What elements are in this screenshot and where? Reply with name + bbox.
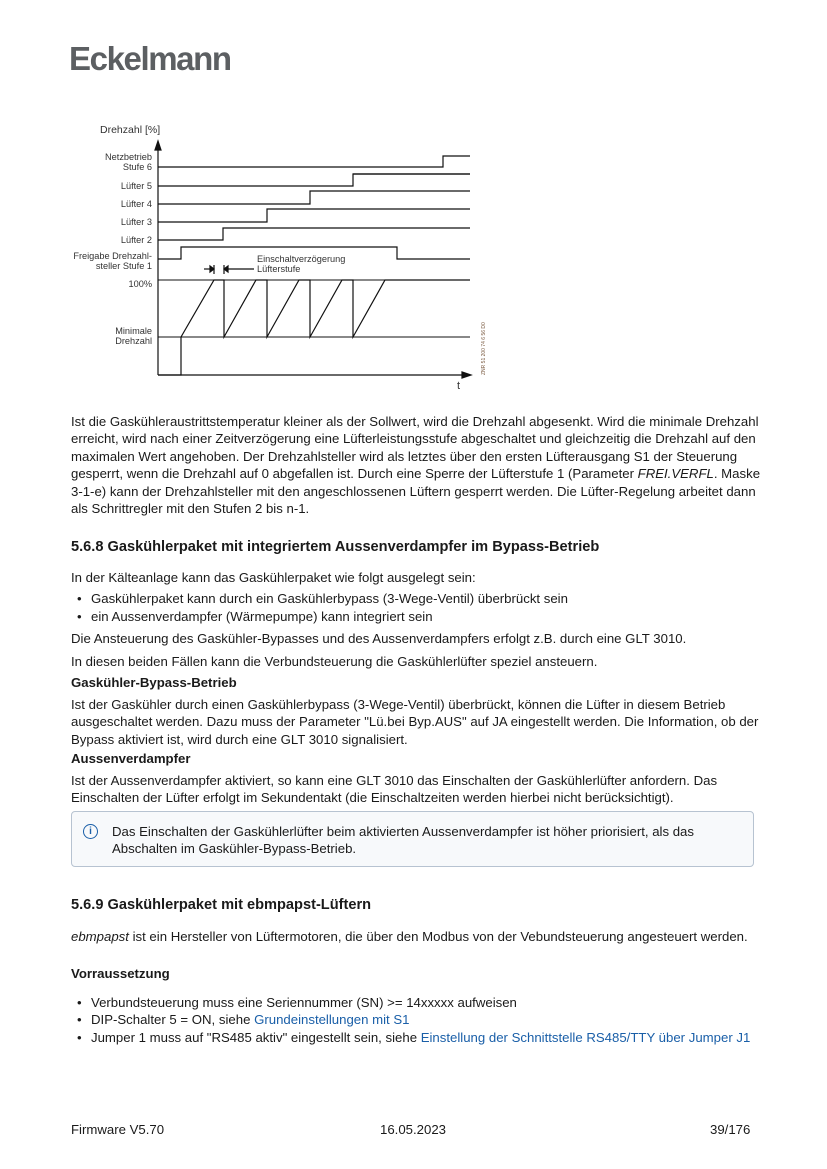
label-netzbetrieb: Netzbetrieb bbox=[105, 152, 152, 162]
parameter-name: FREI.VERFL bbox=[637, 466, 714, 482]
annotation-delay: Einschaltverzögerung bbox=[257, 254, 346, 264]
bypass-text: Ist der Gaskühler durch einen Gaskühlerbypass (3-Wege-Ventil) überbrückt, können die Lüfter in diesem Betrieb ausgeschaltet werden. Dazu muss der Parameter "Lü.bei Byp.AUS" auf JA eingestellt werden. Die Information, ob der Bypass aktiviert ist, wird durch eine GLT 3010 signalisiert. bbox=[71, 697, 759, 747]
netzbetrieb-line bbox=[158, 156, 470, 167]
section-569-intro bbox=[71, 928, 761, 945]
list-item bbox=[71, 1011, 761, 1028]
subheading-aussenverdampfer: Aussenverdampfer bbox=[71, 751, 191, 766]
section-heading-568: 5.6.8 Gaskühlerpaket mit integriertem Aussenverdampfer im Bypass-Betrieb bbox=[71, 539, 600, 555]
x-axis-arrow bbox=[462, 372, 471, 378]
info-icon: i bbox=[83, 824, 98, 839]
y-axis-label: Drehzahl [%] bbox=[100, 124, 161, 136]
x-axis-label: t bbox=[457, 380, 461, 392]
label-luefter2: Lüfter 2 bbox=[120, 235, 152, 245]
eckelmann-logo: Eckelmann bbox=[69, 40, 231, 77]
subheading-bypass: Gaskühler-Bypass-Betrieb bbox=[71, 675, 237, 690]
item-text: Jumper 1 muss auf "RS485 aktiv" eingestellt sein, siehe bbox=[91, 1029, 421, 1045]
bullet-list-568 bbox=[71, 590, 761, 625]
label-min: Minimale bbox=[115, 326, 152, 336]
subheading-vorraussetzung: Vorraussetzung bbox=[71, 966, 170, 981]
label-freigabe-2: steller Stufe 1 bbox=[95, 261, 152, 271]
luefter4-line bbox=[158, 191, 470, 204]
intro-text: ist ein Hersteller von Lüftermotoren, die über den Modbus von der Vebundsteuerung angesteuert werden. bbox=[128, 929, 748, 944]
label-luefter5: Lüfter 5 bbox=[120, 181, 152, 191]
luefter5-line bbox=[158, 174, 470, 186]
label-luefter4: Lüfter 4 bbox=[120, 199, 152, 209]
item-text: DIP-Schalter 5 = ON, siehe bbox=[91, 1012, 255, 1028]
speed-stage-diagram bbox=[0, 0, 827, 400]
speed-curve bbox=[158, 280, 470, 375]
paragraph-text-rest: . Maske 3-1-e) kann der Drehzahlsteller mit den angeschlossenen Lüftern gesperrt werden. Die Lüfter-Regelung arbeitet dann als Schrittregler mit den Stufen 2 bis n-1. bbox=[71, 466, 761, 517]
label-100: 100% bbox=[128, 279, 152, 289]
footer-firmware: Firmware V5.70 bbox=[71, 1122, 165, 1137]
list-item bbox=[71, 1029, 761, 1046]
list-item: • Gaskühlerpaket kann durch ein Gaskühlerbypass (3-Wege-Ventil) überbrückt sein bbox=[71, 590, 761, 607]
note-text: Das Einschalten der Gaskühlerlüfter beim aktivierten Aussenverdampfer ist höher priorisiert, als das Abschalten im Gaskühler-Bypass-Betrieb. bbox=[112, 824, 694, 857]
aussenverdampfer-text: Ist der Aussenverdampfer aktiviert, so kann eine GLT 3010 das Einschalten der Gaskühlerlüfter anfordern. Das Einschalten der Lüfter erfolgt im Sekundentakt (die Einschaltzeiten werden hierbei nicht berücksichtigt). bbox=[71, 773, 718, 806]
footer-page-number: 39/176 bbox=[710, 1122, 751, 1137]
label-freigabe: Freigabe Drehzahl- bbox=[73, 251, 152, 261]
item-text: Verbundsteuerung muss eine Seriennummer (SN) >= 14xxxxx aufweisen bbox=[91, 995, 517, 1010]
paragraph-text: Die Ansteuerung des Gaskühler-Bypasses und des Aussenverdampfers erfolgt z.B. durch eine GLT 3010. bbox=[71, 631, 687, 647]
list-item: • ein Aussenverdampfer (Wärmepumpe) kann integriert sein bbox=[71, 608, 761, 625]
requirements-list bbox=[71, 994, 761, 1046]
link-schnittstelle-rs485[interactable]: Einstellung der Schnittstelle RS485/TTY über Jumper J1 bbox=[420, 1029, 751, 1045]
footer-date: 16.05.2023 bbox=[380, 1122, 447, 1137]
info-note bbox=[71, 811, 754, 867]
annotation-stage: Lüfterstufe bbox=[257, 264, 301, 274]
luefter3-line bbox=[158, 209, 470, 222]
requirements-list-wrap bbox=[71, 994, 761, 1046]
list-item bbox=[71, 994, 761, 1011]
paragraph-text: Ist die Gaskühleraustrittstemperatur kleiner als der Sollwert, wird die Drehzahl abgesenkt. Wird die minimale Drehzahl erreicht, wird nach einer Zeitverzögerung eine Lüfterleistungsstufe abgeschaltet und gleichzeitig die Drehzahl auf den maximalen Wert angehoben. Der Drehzahlsteller wird als letztes über den ersten Lüfterausgang S1 der Steuerung gesperrt, wenn die Drehzahl auf 0 abgefallen ist. Durch eine Sperre der Lüfterstufe 1 (Parameter bbox=[71, 414, 759, 482]
label-netzbetrieb-2: Stufe 6 bbox=[122, 162, 152, 172]
brand-name: ebmpapst bbox=[71, 929, 129, 944]
section-heading-569: 5.6.9 Gaskühlerpaket mit ebmpapst-Lüftern bbox=[71, 897, 372, 913]
figure-id: ZNR 51 200 74 6 56 D0 bbox=[481, 322, 487, 375]
section-568-intro bbox=[71, 569, 761, 670]
paragraph-speed-control bbox=[71, 413, 761, 517]
luefter2-line bbox=[158, 228, 470, 240]
label-luefter3: Lüfter 3 bbox=[120, 217, 152, 227]
intro-text: In der Kälteanlage kann das Gaskühlerpaket wie folgt ausgelegt sein: bbox=[71, 570, 476, 585]
paragraph-text: In diesen beiden Fällen kann die Verbundsteuerung die Gaskühlerlüfter speziel ansteuern. bbox=[71, 653, 598, 669]
y-axis-arrow bbox=[155, 141, 161, 150]
label-min-2: Drehzahl bbox=[115, 336, 152, 346]
link-grundeinstellungen[interactable]: Grundeinstellungen mit S1 bbox=[254, 1012, 410, 1028]
